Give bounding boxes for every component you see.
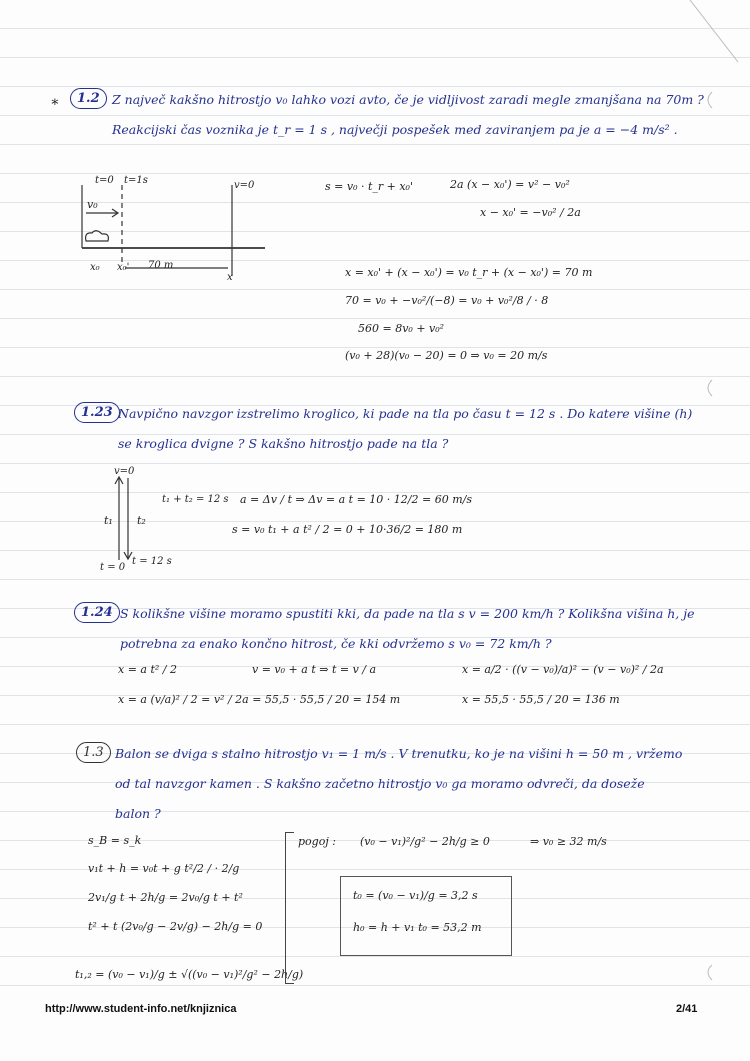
equation: v₁t + h = v₀t + g t²/2 / · 2/g	[88, 862, 240, 875]
figure-label: x	[227, 272, 233, 283]
problem-number-badge: 1.23	[74, 402, 120, 423]
equation: s = v₀ t₁ + a t² / 2 = 0 + 10·36/2 = 180 m	[232, 523, 463, 536]
figure-label: t₁ + t₂ = 12 s	[162, 494, 229, 505]
equation: t₁,₂ = (v₀ − v₁)/g ± √((v₀ − v₁)²/g² − 2h/g)	[75, 968, 304, 981]
problem-text-line: Navpično navzgor izstrelimo kroglico, ki pade na tla po času t = 12 s . Do katere višine (h)	[118, 406, 693, 421]
problem-text-line: Z največ kakšno hitrostjo v₀ lahko vozi avto, če je vidljivost zaradi megle zmanjšana na 70m ?	[112, 92, 704, 107]
figure-label: t₁	[104, 514, 113, 527]
problem-text-line: od tal navzgor kamen . S kakšno začetno hitrostjo v₀ ga moramo odvreči, da doseže	[115, 776, 645, 791]
result-line: h₀ = h + v₁ t₀ = 53,2 m	[353, 921, 482, 934]
figure-label: x₀'	[117, 262, 130, 273]
problem-text-line: potrebna za enako končno hitrost, če kki odvržemo s v₀ = 72 km/h ?	[120, 636, 552, 651]
equation: x = x₀' + (x − x₀') = v₀ t_r + (x − x₀') = 70 m	[345, 266, 593, 279]
equation: s = v₀ · t_r + x₀'	[325, 180, 413, 193]
condition-bracket	[285, 832, 294, 984]
equation: x = 55,5 · 55,5 / 20 = 136 m	[462, 693, 620, 706]
figure-label: v₀	[87, 198, 98, 211]
problem-text-line: S kolikšne višine moramo spustiti kki, da pade na tla s v = 200 km/h ? Kolikšna višina h, je	[120, 606, 695, 621]
figure-label: t=1s	[124, 175, 148, 186]
equation: x = a t² / 2	[118, 663, 177, 676]
equation: t² + t (2v₀/g − 2v/g) − 2h/g = 0	[88, 920, 263, 933]
problem-number-badge: 1.3	[76, 742, 111, 763]
problem-text-line: balon ?	[115, 806, 161, 821]
equation: 2a (x − x₀') = v² − v₀²	[450, 178, 570, 191]
equation: 2v₁/g t + 2h/g = 2v₀/g t + t²	[88, 891, 243, 904]
star-mark: ∗	[50, 94, 60, 110]
condition-result: ⇒ v₀ ≥ 32 m/s	[530, 835, 607, 848]
equation: x = a (v/a)² / 2 = v² / 2a = 55,5 · 55,5 / 20 = 154 m	[118, 693, 401, 706]
footer-url: http://www.student-info.net/knjiznica	[45, 1003, 237, 1015]
condition-label: pogoj :	[298, 835, 336, 848]
condition-expression: (v₀ − v₁)²/g² − 2h/g ≥ 0	[360, 835, 490, 848]
problem-number-badge: 1.24	[74, 602, 120, 623]
results-box	[340, 876, 512, 956]
figure-label: t=0	[95, 175, 114, 186]
equation: 70 = v₀ + −v₀²/(−8) = v₀ + v₀²/8 / · 8	[345, 294, 549, 307]
figure-label: t = 12 s	[132, 556, 172, 567]
figure-label: t₂	[137, 514, 146, 527]
result-line: t₀ = (v₀ − v₁)/g = 3,2 s	[353, 889, 478, 902]
equation: s_B = s_k	[88, 834, 142, 847]
figure-label: t = 0	[100, 562, 126, 573]
equation: 560 = 8v₀ + v₀²	[358, 322, 445, 335]
problem-text-line: se kroglica dvigne ? S kakšno hitrostjo pade na tla ?	[118, 436, 449, 451]
figure-label: 70 m	[148, 260, 174, 271]
problem-text-line: Balon se dviga s stalno hitrostjo v₁ = 1 m/s . V trenutku, ko je na višini h = 50 m , vržemo	[115, 746, 683, 761]
equation: (v₀ + 28)(v₀ − 20) = 0 ⇒ v₀ = 20 m/s	[345, 349, 548, 362]
figure-label: x₀	[90, 262, 100, 273]
equation: x = a/2 · ((v − v₀)/a)² − (v − v₀)² / 2a	[462, 663, 664, 676]
problem-number-badge: 1.2	[70, 88, 107, 109]
figure-label: v=0	[234, 180, 255, 191]
equation: a = Δv / t ⇒ Δv = a t = 10 · 12/2 = 60 m/s	[240, 493, 472, 506]
page-number: 2/41	[676, 1003, 698, 1015]
equation: v = v₀ + a t ⇒ t = v / a	[252, 663, 377, 676]
figure-label: v=0	[114, 466, 135, 477]
equation: x − x₀' = −v₀² / 2a	[480, 206, 581, 219]
problem-text-line: Reakcijski čas voznika je t_r = 1 s , največji pospešek med zaviranjem pa je a = −4 m/s² .	[112, 122, 678, 137]
